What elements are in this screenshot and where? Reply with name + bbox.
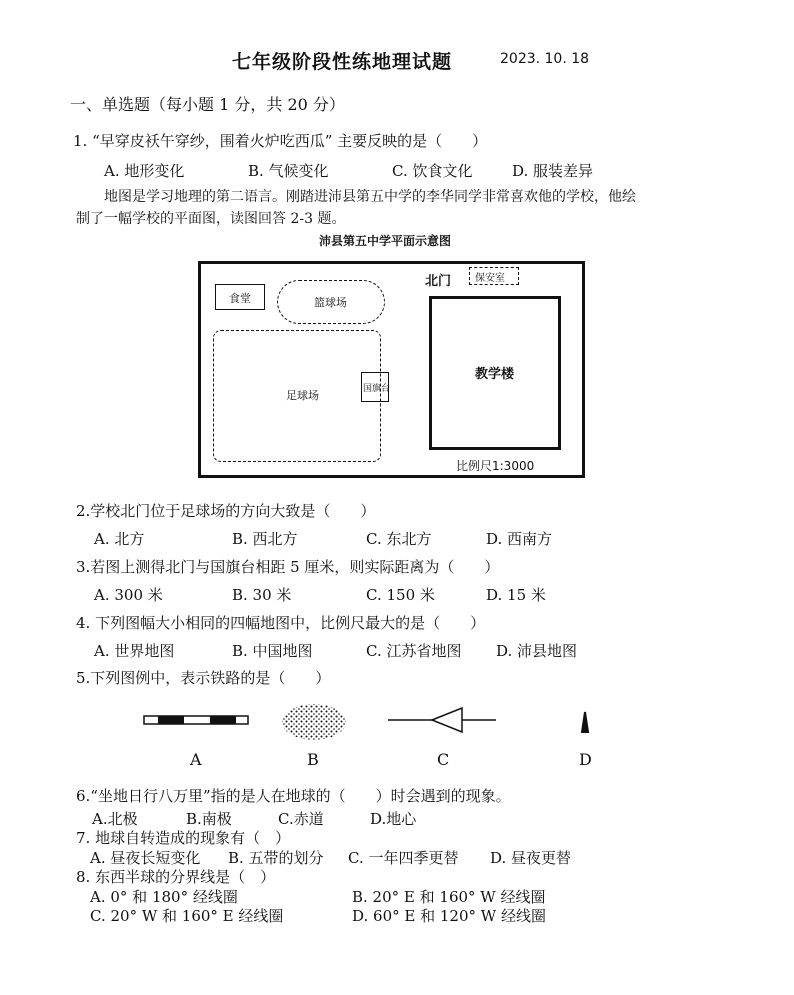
question-3-option-b: B. 30 米 bbox=[232, 586, 292, 604]
north-gate-label: 北门 bbox=[425, 274, 452, 289]
question-8-option-c: C. 20° W 和 160° E 经线圈 bbox=[90, 907, 284, 925]
question-2-stem: 2.学校北门位于足球场的方向大致是（ ） bbox=[76, 502, 376, 520]
section-heading: 一、单选题（每小题 1 分，共 20 分） bbox=[70, 95, 345, 114]
question-6-option-c: C.赤道 bbox=[278, 810, 324, 828]
question-3-option-a: A. 300 米 bbox=[94, 586, 163, 604]
map-scale: 比例尺1:3000 bbox=[456, 459, 535, 473]
question-1-stem: 1. “早穿皮袄午穿纱，围着火炉吃西瓜” 主要反映的是（ ） bbox=[73, 132, 488, 150]
question-8-option-d: D. 60° E 和 120° W 经线圈 bbox=[352, 907, 546, 925]
exam-date: 2023. 10. 18 bbox=[500, 51, 590, 67]
teaching-building-label: 教学楼 bbox=[475, 367, 515, 382]
guard-room-label: 保安室 bbox=[475, 273, 505, 284]
teaching-building bbox=[429, 296, 561, 450]
map-intro-line-2: 制了一幅学校的平面图，读图回答 2-3 题。 bbox=[76, 211, 346, 227]
question-3-stem: 3.若图上测得北门与国旗台相距 5 厘米，则实际距离为（ ） bbox=[76, 558, 500, 576]
question-5-stem: 5.下列图例中，表示铁路的是（ ） bbox=[76, 669, 331, 687]
peak-symbol bbox=[582, 712, 588, 732]
canteen-label: 食堂 bbox=[229, 292, 251, 305]
question-2-option-b: B. 西北方 bbox=[232, 530, 298, 548]
question-4-option-d: D. 沛县地图 bbox=[496, 642, 578, 660]
question-1-option-c: C. 饮食文化 bbox=[392, 162, 473, 180]
guard-room bbox=[469, 267, 519, 285]
question-2-option-a: A. 北方 bbox=[94, 530, 145, 548]
page-title: 七年级阶段性练地理试题 bbox=[232, 51, 453, 73]
railway-symbol bbox=[144, 716, 248, 724]
legend-label-d: D bbox=[579, 750, 592, 769]
question-4-option-b: B. 中国地图 bbox=[232, 642, 313, 660]
question-1-option-a: A. 地形变化 bbox=[104, 162, 185, 180]
stipple-symbol bbox=[282, 704, 346, 740]
football-field bbox=[213, 330, 381, 462]
map-title: 沛县第五中学平面示意图 bbox=[319, 234, 452, 248]
flag-platform-label: 国旗台 bbox=[363, 384, 391, 394]
question-7-stem: 7. 地球自转造成的现象有（ ） bbox=[76, 829, 291, 847]
question-1-option-b: B. 气候变化 bbox=[248, 162, 329, 180]
question-1-option-d: D. 服装差异 bbox=[512, 162, 594, 180]
question-2-option-c: C. 东北方 bbox=[366, 530, 432, 548]
question-8-option-a: A. 0° 和 180° 经线圈 bbox=[90, 888, 238, 906]
question-8-option-b: B. 20° E 和 160° W 经线圈 bbox=[352, 888, 546, 906]
question-4-option-a: A. 世界地图 bbox=[94, 642, 175, 660]
school-map bbox=[198, 261, 585, 478]
question-7-option-a: A. 昼夜长短变化 bbox=[90, 849, 201, 867]
canteen-box bbox=[215, 284, 265, 310]
legend-label-c: C bbox=[437, 750, 450, 769]
question-6-option-d: D.地心 bbox=[370, 810, 417, 828]
question-6-option-b: B.南极 bbox=[186, 810, 232, 828]
question-4-stem: 4. 下列图幅大小相同的四幅地图中，比例尺最大的是（ ） bbox=[76, 614, 486, 632]
question-4-option-c: C. 江苏省地图 bbox=[366, 642, 462, 660]
question-6-stem: 6.“坐地日行八万里”指的是人在地球的（ ）时会遇到的现象。 bbox=[76, 787, 511, 805]
legend-label-b: B bbox=[307, 750, 319, 769]
flag-platform bbox=[361, 372, 389, 402]
basketball-court bbox=[277, 280, 385, 324]
arrow-symbol bbox=[388, 708, 496, 732]
question-8-stem: 8. 东西半球的分界线是（ ） bbox=[76, 868, 276, 886]
question-7-option-d: D. 昼夜更替 bbox=[490, 849, 572, 867]
question-6-option-a: A.北极 bbox=[92, 810, 138, 828]
question-3-option-d: D. 15 米 bbox=[486, 586, 546, 604]
map-intro-line-1: 地图是学习地理的第二语言。刚踏进沛县第五中学的李华同学非常喜欢他的学校，他绘 bbox=[104, 189, 636, 205]
legend-label-a: A bbox=[190, 750, 202, 769]
legend-symbols bbox=[130, 700, 630, 748]
question-7-option-c: C. 一年四季更替 bbox=[348, 849, 459, 867]
question-2-option-d: D. 西南方 bbox=[486, 530, 553, 548]
question-3-option-c: C. 150 米 bbox=[366, 586, 435, 604]
football-field-label: 足球场 bbox=[286, 389, 319, 402]
question-7-option-b: B. 五带的划分 bbox=[228, 849, 324, 867]
basketball-court-label: 篮球场 bbox=[314, 296, 347, 309]
